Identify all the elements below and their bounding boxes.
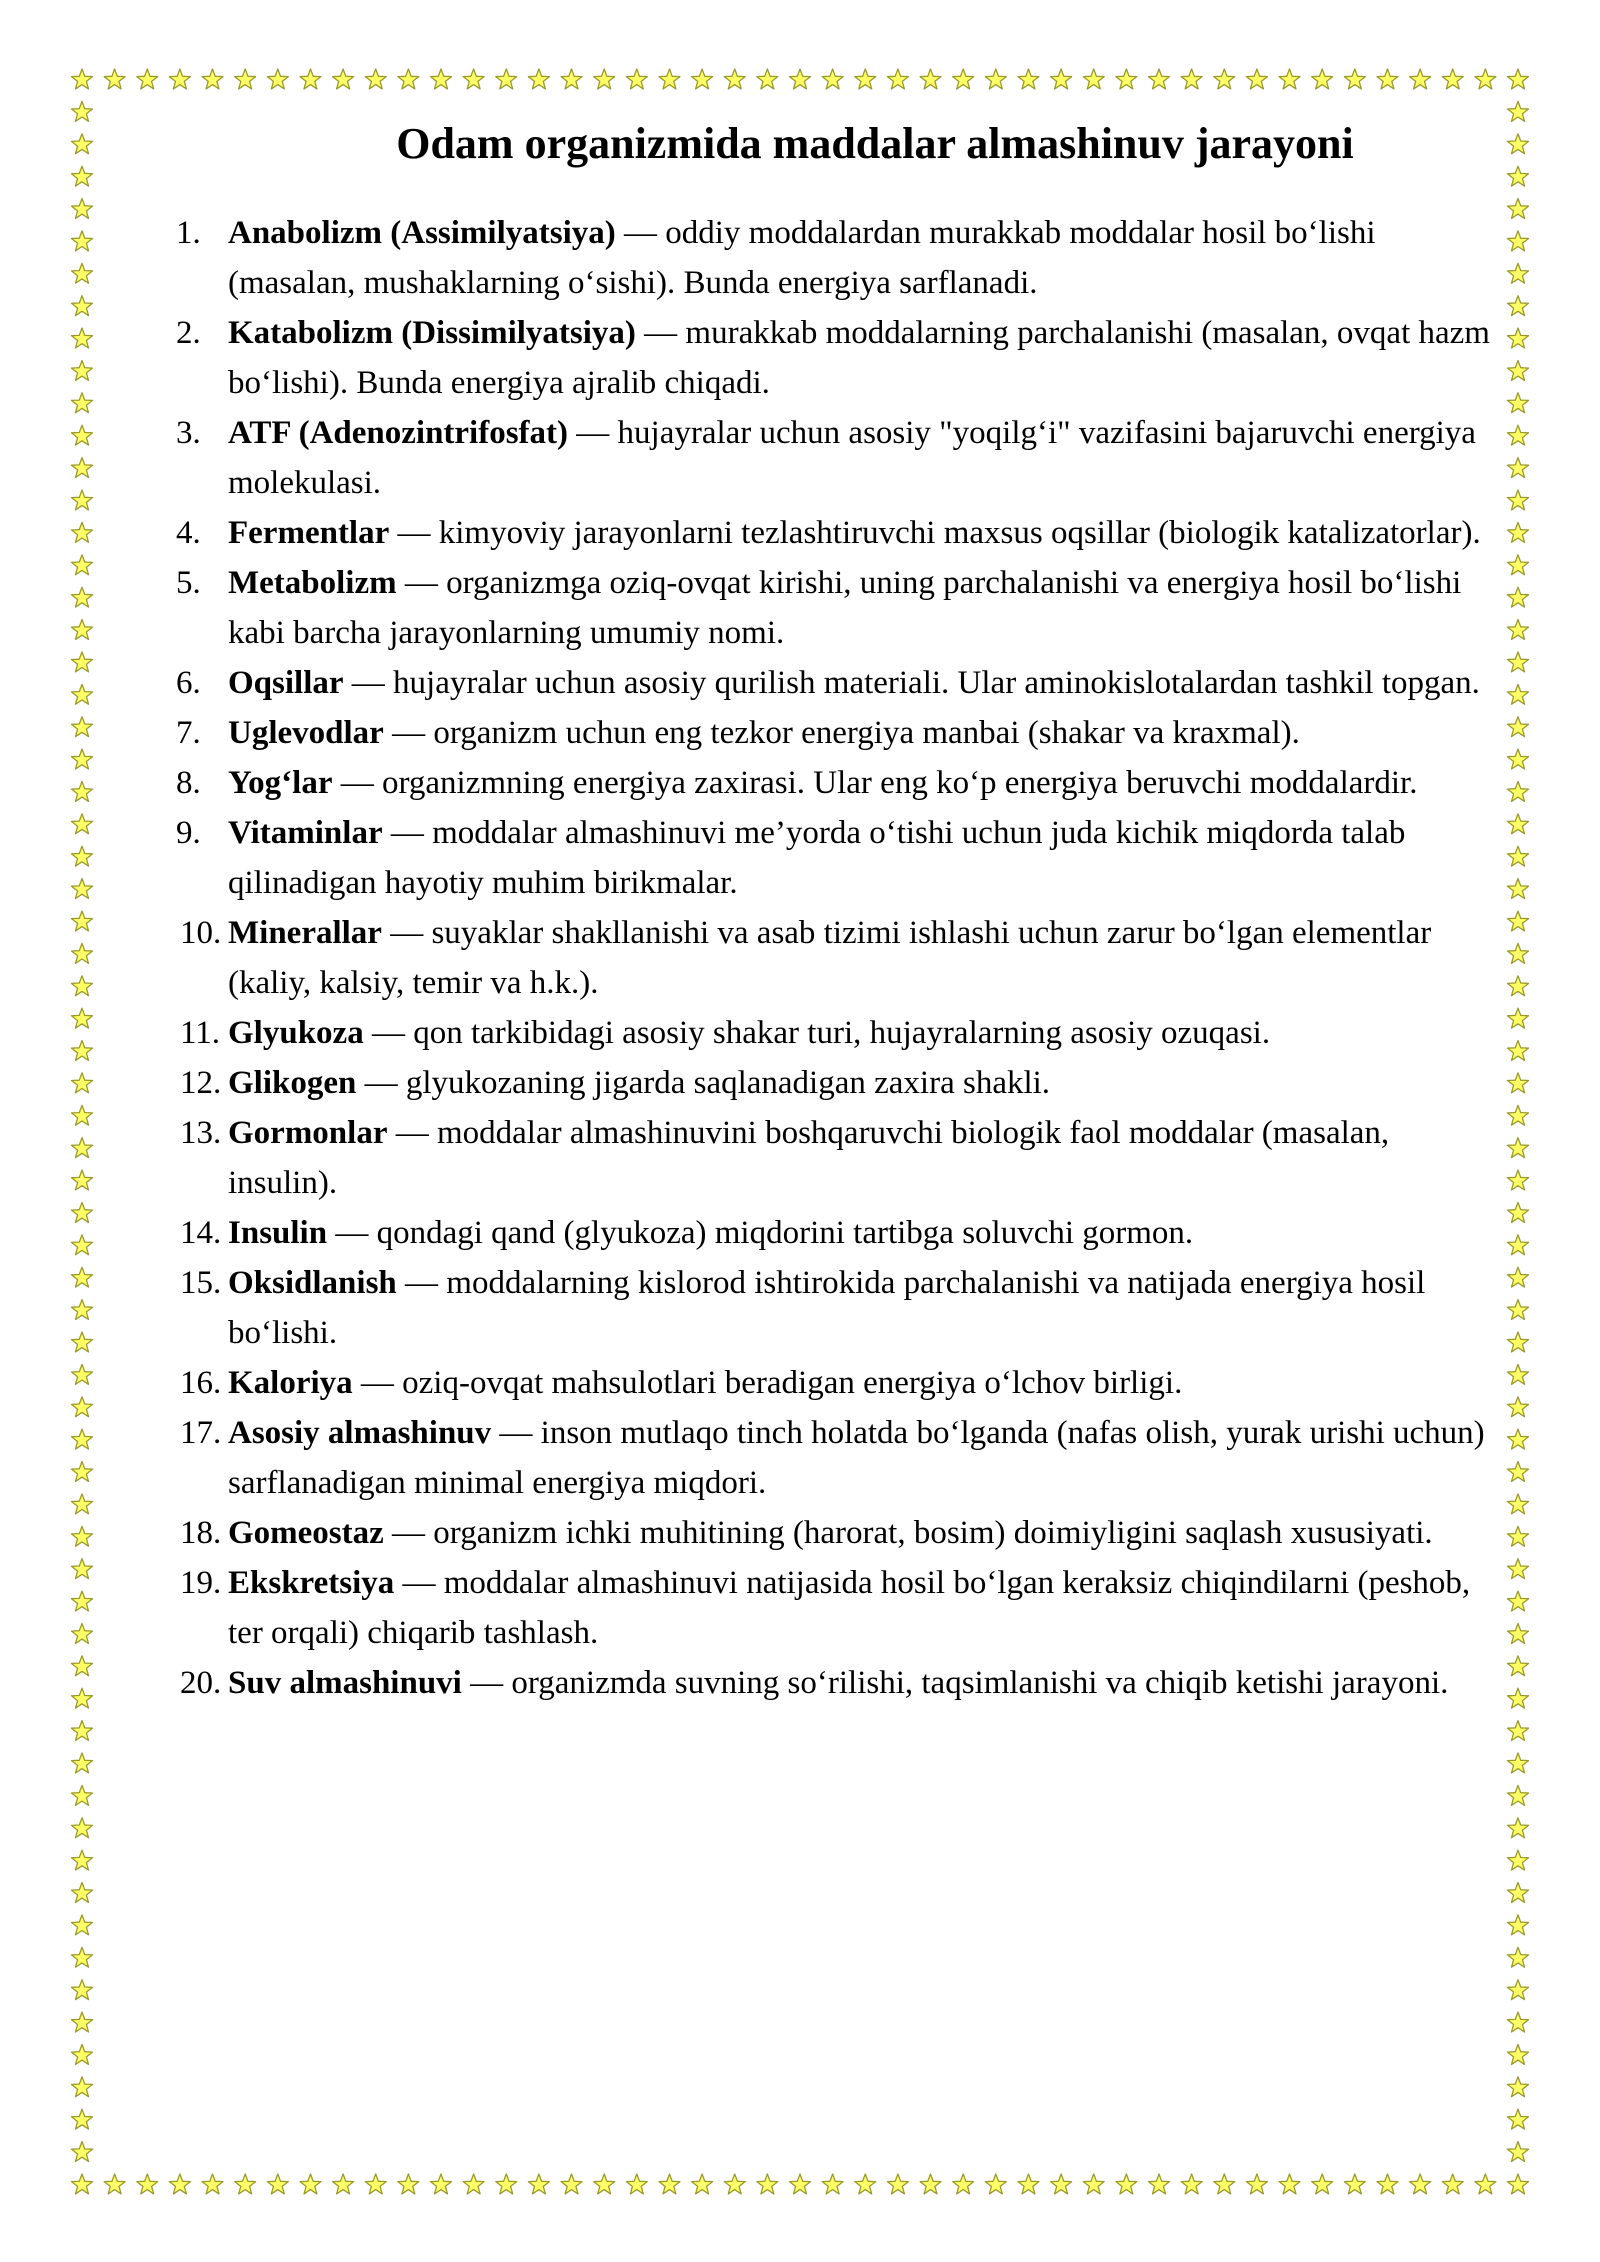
item-definition: — hujayralar uchun asosiy qurilish materiali. Ular aminokislotalardan tashkil topgan.	[343, 665, 1480, 701]
list-item	[180, 1658, 1498, 1708]
item-definition: — organizmda suvning so‘rilishi, taqsimlanishi va chiqib ketishi jarayoni.	[461, 1665, 1449, 1701]
list-item	[180, 1058, 1498, 1108]
item-definition: — qondagi qand (glyukoza) miqdorini tartibga soluvchi gormon.	[327, 1215, 1194, 1251]
item-definition: — organizmning energiya zaxirasi. Ular eng ko‘p energiya beruvchi moddalardir.	[332, 765, 1418, 801]
item-term: Fermentlar	[228, 515, 390, 551]
list-item	[176, 808, 1498, 908]
item-term: Oksidlanish	[228, 1265, 397, 1301]
list-item	[176, 408, 1498, 508]
list-item	[176, 708, 1498, 758]
list-item	[176, 208, 1498, 308]
item-number: 14.	[180, 1215, 222, 1251]
item-definition: — hujayralar uchun asosiy "yoqilg‘i" vazifasini bajaruvchi energiya molekulasi.	[228, 415, 1476, 501]
list-item	[176, 308, 1498, 408]
item-term: Suv almashinuvi	[228, 1665, 462, 1701]
item-definition: — moddalar almashinuvini boshqaruvchi biologik faol moddalar (masalan, insulin).	[228, 1115, 1390, 1201]
item-number: 16.	[180, 1365, 222, 1401]
item-number: 7.	[176, 715, 201, 751]
item-number: 6.	[176, 665, 201, 701]
item-number: 4.	[176, 515, 201, 551]
item-definition: — suyaklar shakllanishi va asab tizimi ishlashi uchun zarur bo‘lgan elementlar (kaliy, kalsiy, temir va h.k.).	[228, 915, 1432, 1001]
item-definition: — moddalar almashinuvi me’yorda o‘tishi uchun juda kichik miqdorda talab qilinadigan hayotiy muhim birikmalar.	[228, 815, 1406, 901]
list-item	[180, 1358, 1498, 1408]
list-item	[180, 908, 1498, 1008]
item-definition: — inson mutlaqo tinch holatda bo‘lganda (nafas olish, yurak urishi uchun) sarflanadigan minimal energiya miqdori.	[228, 1415, 1485, 1501]
item-term: Minerallar	[228, 915, 382, 951]
list-item	[180, 1008, 1498, 1058]
list-item	[180, 1558, 1498, 1658]
item-definition: — kimyoviy jarayonlarni tezlashtiruvchi maxsus oqsillar (biologik katalizatorlar).	[389, 515, 1481, 551]
item-number: 2.	[176, 315, 201, 351]
item-term: Asosiy almashinuv	[228, 1415, 492, 1451]
list-item	[176, 558, 1498, 658]
item-number: 18.	[180, 1515, 222, 1551]
item-term: Ekskretsiya	[228, 1565, 395, 1601]
item-term: Glyukoza	[228, 1015, 364, 1051]
list-item	[180, 1508, 1498, 1558]
item-definition: — qon tarkibidagi asosiy shakar turi, hujayralarning asosiy ozuqasi.	[363, 1015, 1271, 1051]
item-definition: — organizmga oziq-ovqat kirishi, uning parchalanishi va energiya hosil bo‘lishi kabi barcha jarayonlarning umumiy nomi.	[228, 565, 1462, 651]
item-number: 15.	[180, 1265, 222, 1301]
item-number: 3.	[176, 415, 201, 451]
item-term: Yog‘lar	[228, 765, 333, 801]
item-term: Oqsillar	[228, 665, 344, 701]
item-number: 20.	[180, 1665, 222, 1701]
item-number: 8.	[176, 765, 201, 801]
item-definition: — moddalarning kislorod ishtirokida parchalanishi va natijada energiya hosil bo‘lishi.	[228, 1265, 1426, 1351]
item-term: Insulin	[228, 1215, 328, 1251]
item-term: Vitaminlar	[228, 815, 383, 851]
item-definition: — moddalar almashinuvi natijasida hosil bo‘lgan keraksiz chiqindilarni (peshob, ter orqali) chiqarib tashlash.	[228, 1565, 1471, 1651]
item-term: ATF (Adenozintrifosfat)	[228, 415, 569, 451]
item-definition: — oddiy moddalardan murakkab moddalar hosil bo‘lishi (masalan, mushaklarning o‘sishi). Bunda energiya sarflanadi.	[228, 215, 1376, 301]
list-item	[176, 758, 1498, 808]
item-number: 19.	[180, 1565, 222, 1601]
item-number: 10.	[180, 915, 222, 951]
item-definition: — murakkab moddalarning parchalanishi (masalan, ovqat hazm bo‘lishi). Bunda energiya ajralib chiqadi.	[228, 315, 1490, 401]
item-term: Kaloriya	[228, 1365, 353, 1401]
item-number: 1.	[176, 215, 201, 251]
list-item	[180, 1258, 1498, 1358]
list-item	[180, 1208, 1498, 1258]
list-item	[176, 508, 1498, 558]
item-definition: — glyukozaning jigarda saqlanadigan zaxira shakli.	[356, 1065, 1051, 1101]
document-title: Odam organizmida maddalar almashinuv jarayoni	[396, 119, 1354, 168]
item-definition: — oziq-ovqat mahsulotlari beradigan energiya o‘lchov birligi.	[352, 1365, 1183, 1401]
item-number: 9.	[176, 815, 201, 851]
item-number: 12.	[180, 1065, 222, 1101]
item-term: Gormonlar	[228, 1115, 388, 1151]
item-number: 17.	[180, 1415, 222, 1451]
item-term: Metabolizm	[228, 565, 397, 601]
item-number: 11.	[180, 1015, 221, 1051]
item-number: 13.	[180, 1115, 222, 1151]
terms-list	[176, 208, 1498, 1708]
item-term: Uglevodlar	[228, 715, 384, 751]
item-term: Gomeostaz	[228, 1515, 384, 1551]
item-definition: — organizm ichki muhitining (harorat, bosim) doimiyligini saqlash xususiyati.	[383, 1515, 1433, 1551]
list-item	[176, 658, 1498, 708]
list-item	[180, 1108, 1498, 1208]
item-term: Katabolizm (Dissimilyatsiya)	[228, 315, 636, 351]
item-term: Anabolizm (Assimilyatsiya)	[228, 215, 616, 251]
item-term: Glikogen	[228, 1065, 357, 1101]
list-item	[180, 1408, 1498, 1508]
item-definition: — organizm uchun eng tezkor energiya manbai (shakar va kraxmal).	[383, 715, 1300, 751]
item-number: 5.	[176, 565, 201, 601]
